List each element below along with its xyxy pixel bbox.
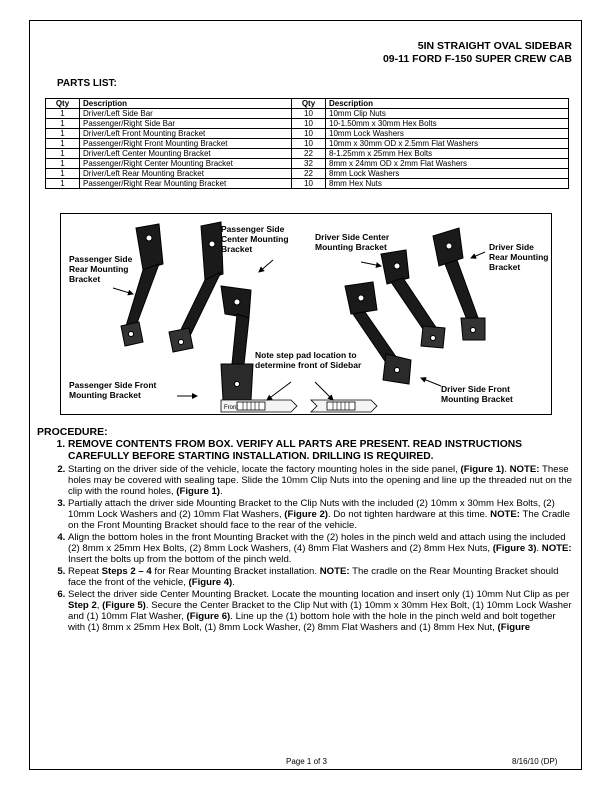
part-description: Passenger/Right Center Mounting Bracket (80, 159, 292, 169)
part-description: 8mm Hex Nuts (326, 179, 569, 189)
figure-ref: (Figure 3) (492, 543, 537, 554)
part-qty: 1 (46, 179, 80, 189)
part-qty: 10 (292, 109, 326, 119)
part-qty: 10 (292, 129, 326, 139)
step-5-text: Repeat (68, 566, 99, 577)
qty-header: Qty (46, 99, 80, 109)
table-row (46, 129, 569, 139)
note-label: NOTE: (541, 543, 572, 554)
table-row (46, 159, 569, 169)
part-qty: 1 (46, 169, 80, 179)
driver-front-callout: Driver Side Front Mounting Bracket (441, 384, 513, 404)
driver-side-callout: Driver Side Rear Mounting Bracket (489, 242, 549, 272)
driver-rear-bracket-drawing (433, 228, 485, 340)
parts-table-header (46, 99, 569, 109)
step-4-text: Align the bottom holes in the front Mounting Bracket with the (2) holes in the pinch weld and attach using the included (2) 8mm x 25mm Hex Bolts, (2) 8mm Lock Washers, (4) 8mm Flat Washers and (2) 8mm Hex Nuts, (68, 532, 566, 554)
note-label: NOTE: (509, 464, 540, 475)
figure-ref: (Figure 5) (102, 600, 146, 611)
figure-ref: (Figure 4) (188, 577, 233, 588)
passenger-rear-bracket-drawing (121, 224, 163, 346)
passenger-rear-callout: Passenger Side Rear Mounting Bracket (69, 254, 133, 284)
passenger-center-callout: Passenger Side Center Mounting Bracket (221, 224, 289, 254)
part-description: 10mm x 30mm OD x 2.5mm Flat Washers (326, 139, 569, 149)
procedure-step-3 (68, 498, 572, 531)
passenger-front-bracket-drawing (221, 286, 253, 400)
part-qty: 1 (46, 159, 80, 169)
part-qty: 10 (292, 119, 326, 129)
description-header: Description (80, 99, 292, 109)
table-row (46, 169, 569, 179)
step-3-note: The Cradle on the Front Mounting Bracket should face to the rear of the vehicle. (68, 509, 570, 531)
step-1-text: REMOVE CONTENTS FROM BOX. VERIFY ALL PARTS ARE PRESENT. READ INSTRUCTIONS CAREFULLY BEFORE STARTING INSTALLATION. DRILLING IS REQUIRED. (68, 439, 523, 462)
part-description: 8mm x 24mm OD x 2mm Flat Washers (326, 159, 569, 169)
part-qty: 22 (292, 149, 326, 159)
step-ref: Step 2 (68, 600, 97, 611)
part-qty: 1 (46, 129, 80, 139)
procedure-step-2: 2. Starting on the driver side of the vehicle, locate the factory mounting holes in the side panel, (Figure 1). NOTE: These holes may be covered with sealing tape. Slide the 10mm Clip Nuts into the opening and line up the threaded nut on the clip with the round holes, (Figure 1). (68, 464, 572, 497)
table-row (46, 179, 569, 189)
title-line-1: 5IN STRAIGHT OVAL SIDEBAR (417, 40, 572, 52)
step-5-text-b: for Rear Mounting Bracket installation. (154, 566, 318, 577)
procedure-step-1 (68, 439, 572, 463)
part-description: Driver/Left Rear Mounting Bracket (80, 169, 292, 179)
step-3-text-b: . Do not tighten hardware at this time. (328, 509, 488, 520)
procedure-step-4: 4. Align the bottom holes in the front Mounting Bracket with the (2) holes in the pinch weld and attach using the included (2) 8mm x 25mm Hex Bolts, (2) 8mm Lock Washers, (4) 8mm Flat Washers and (2) 8mm Hex Nuts, (Figure 3). NOTE: Insert the bolts up from the bottom of the pinch weld. (68, 532, 572, 565)
step-2-text: Starting on the driver side of the vehicle, locate the factory mounting holes in the side panel, (68, 464, 458, 475)
note-label: NOTE: (490, 509, 520, 520)
table-row (46, 139, 569, 149)
front-label: Front (224, 405, 239, 411)
figure-ref: (Figure 1) (460, 464, 505, 475)
part-description: Passenger/Right Front Mounting Bracket (80, 139, 292, 149)
description-header: Description (326, 99, 569, 109)
qty-header: Qty (292, 99, 326, 109)
step-3-text: Partially attach the driver side Mounting Bracket to the Clip Nuts with the included (2) 10mm x 30mm Hex Bolts, (2) 10mm Lock Washers and (2) 10mm Flat Washers, (68, 498, 555, 520)
part-description: Driver/Left Side Bar (80, 109, 292, 119)
part-qty: 1 (46, 149, 80, 159)
parts-table (45, 98, 569, 189)
step-2-note: These holes may be covered with sealing tape. Slide the 10mm Clip Nuts into the opening and line up the threaded nut on the clip with the round holes, (68, 464, 572, 497)
part-description: 8mm Lock Washers (326, 169, 569, 179)
part-description: 10-1.50mm x 30mm Hex Bolts (326, 119, 569, 129)
parts-list-heading: PARTS LIST: (57, 78, 117, 89)
table-row (46, 119, 569, 129)
note-label: NOTE: (319, 566, 350, 577)
part-qty: 10 (292, 179, 326, 189)
figure-ref: (Figure 6) (186, 611, 231, 622)
part-qty: 22 (292, 169, 326, 179)
procedure-step-6: 6. Select the driver side Center Mounting Bracket. Locate the mounting location and insert only (1) 10mm Nut Clip as per Step 2, (Figure 5). Secure the Center Bracket to the Clip Nut with (1) 10mm x 30mm Hex Bolt, (1) 10mm Lock Washer and (1) 10mm Flat Washer, (Figure 6). Line up the (1) bottom hole with the hole in the pinch weld and bolt together with (1) 8mm x 25mm Hex Bolt, (1) 8mm Lock Washer, (2) 8mm Flat Washers and (1) 8mm Hex Nut, (Figure (68, 589, 572, 633)
part-qty: 10 (292, 139, 326, 149)
table-row (46, 109, 569, 119)
brackets-figure (60, 213, 552, 415)
document-title (383, 40, 572, 66)
figure-ref: (Figure (497, 622, 531, 633)
step-6-text-b: Secure the Center Bracket to the Clip Nut with (1) 10mm x 30mm Hex Bolt, (1) 10mm Lock Washer and (1) 10mm Flat Washer, (68, 600, 572, 622)
driver-center-callout: Driver Side Center Mounting Bracket (315, 232, 390, 252)
title-line-2: 09-11 FORD F-150 SUPER CREW CAB (382, 53, 572, 65)
step-6-text-c: Line up the (1) bottom hole with the hole in the pinch weld and bolt together with (1) 8mm x 25mm Hex Bolt, (1) 8mm Lock Washer, (2) 8mm Flat Washers and (1) 8mm Hex Nut, (68, 611, 556, 633)
passenger-front-callout: Passenger Side Front Mounting Bracket (69, 380, 157, 400)
driver-center-bracket-drawing (381, 250, 445, 348)
part-qty: 1 (46, 119, 80, 129)
part-description: 10mm Clip Nuts (326, 109, 569, 119)
step-5-note: The cradle on the Rear Mounting Bracket should face the front of the vehicle, (68, 566, 559, 588)
procedure-heading: PROCEDURE: (37, 426, 108, 438)
page-number: Page 1 of 3 (286, 757, 327, 766)
part-description: Driver/Left Front Mounting Bracket (80, 129, 292, 139)
step-6-text: Select the driver side Center Mounting Bracket. Locate the mounting location and insert only (1) 10mm Nut Clip as per (68, 589, 570, 600)
part-description: Passenger/Right Side Bar (80, 119, 292, 129)
step-pad-note: Note step pad location to determine front of Sidebar (255, 350, 362, 370)
revision-date: 8/16/10 (DP) (512, 757, 558, 766)
procedure-steps (37, 439, 572, 633)
figure-ref: (Figure 2) (284, 509, 329, 520)
table-row (46, 149, 569, 159)
part-qty: 32 (292, 159, 326, 169)
part-description: 8-1.25mm x 25mm Hex Bolts (326, 149, 569, 159)
step-4-note: Insert the bolts up from the bottom of the pinch weld. (68, 554, 292, 565)
figure-ref: (Figure 1) (176, 486, 220, 497)
passenger-center-bracket-drawing (169, 222, 223, 352)
part-description: Passenger/Right Rear Mounting Bracket (80, 179, 292, 189)
steps-ref: Steps 2 – 4 (101, 566, 152, 577)
procedure-step-5: 5. Repeat Steps 2 – 4 for Rear Mounting Bracket installation. NOTE: The cradle on the Rear Mounting Bracket should face the front of the vehicle, (Figure 4). (68, 566, 572, 588)
part-description: Driver/Left Center Mounting Bracket (80, 149, 292, 159)
part-description: 10mm Lock Washers (326, 129, 569, 139)
procedure-section (37, 427, 572, 634)
part-qty: 1 (46, 139, 80, 149)
step-pad-strip (221, 400, 377, 412)
part-qty: 1 (46, 109, 80, 119)
